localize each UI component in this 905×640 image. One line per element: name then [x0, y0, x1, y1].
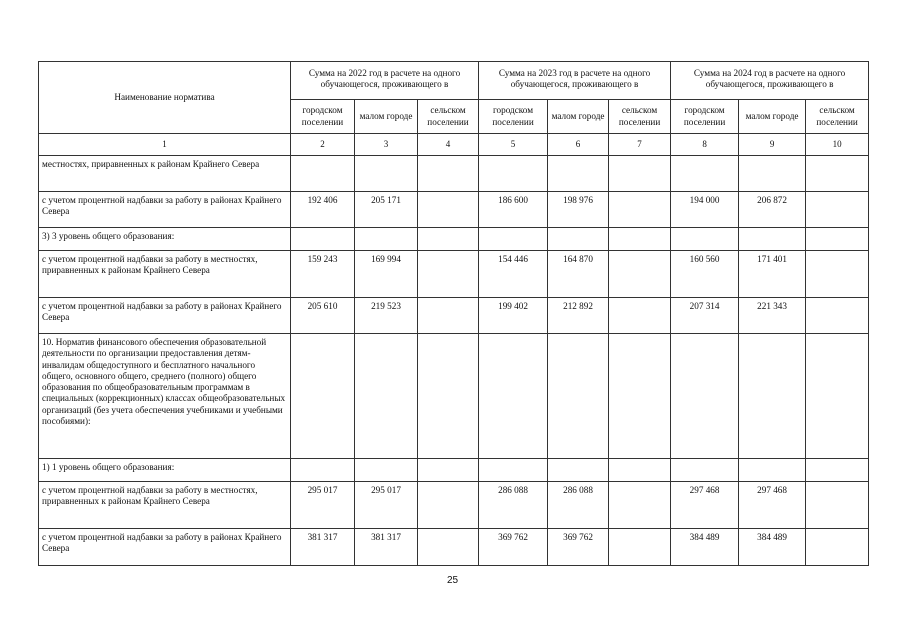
sub-header: сельском поселении — [806, 100, 869, 134]
column-index: 8 — [671, 134, 739, 156]
value-cell — [671, 459, 739, 482]
value-cell — [739, 334, 806, 459]
row-name-cell: с учетом процентной надбавки за работу в районах Крайнего Севера — [39, 192, 291, 228]
value-cell — [548, 459, 609, 482]
header-name-cell: Наименование норматива — [39, 62, 291, 134]
value-cell — [739, 228, 806, 251]
value-cell: 192 406 — [291, 192, 355, 228]
row-name-cell: 10. Норматив финансового обеспечения образовательной деятельности по организации предоставления детям-инвалидам общедоступного и бесплатного начального общего, основного общего, среднего (полного) общего образования по общеобразовательным программам в специальных (коррекционных) классах общеобразовательных организаций (без учета обеспечения учебниками и учебными пособиями): — [39, 334, 291, 459]
column-index: 2 — [291, 134, 355, 156]
table-row — [39, 298, 869, 334]
value-cell — [548, 334, 609, 459]
table-row — [39, 459, 869, 482]
value-cell: 369 762 — [548, 529, 609, 566]
year-header-2022: Сумма на 2022 год в расчете на одного обучающегося, проживающего в — [291, 62, 479, 100]
value-cell — [355, 459, 418, 482]
row-name-cell: 3) 3 уровень общего образования: — [39, 228, 291, 251]
value-cell — [291, 334, 355, 459]
value-cell: 160 560 — [671, 251, 739, 298]
value-cell — [418, 459, 479, 482]
value-cell — [291, 228, 355, 251]
value-cell — [609, 459, 671, 482]
value-cell — [806, 156, 869, 192]
value-cell: 295 017 — [291, 482, 355, 529]
value-cell: 186 600 — [479, 192, 548, 228]
sub-header: городском поселении — [671, 100, 739, 134]
table-row — [39, 251, 869, 298]
row-name-cell: с учетом процентной надбавки за работу в местностях, приравненных к районам Крайнего Севера — [39, 482, 291, 529]
value-cell — [806, 482, 869, 529]
value-cell — [806, 529, 869, 566]
year-header-2023: Сумма на 2023 год в расчете на одного обучающегося, проживающего в — [479, 62, 671, 100]
value-cell — [806, 192, 869, 228]
value-cell: 171 401 — [739, 251, 806, 298]
column-index: 7 — [609, 134, 671, 156]
value-cell: 169 994 — [355, 251, 418, 298]
table-row — [39, 529, 869, 566]
sub-header: малом городе — [355, 100, 418, 134]
table-row — [39, 228, 869, 251]
value-cell — [739, 156, 806, 192]
value-cell — [355, 156, 418, 192]
column-index: 3 — [355, 134, 418, 156]
table-row — [39, 482, 869, 529]
row-name-cell: с учетом процентной надбавки за работу в районах Крайнего Севера — [39, 529, 291, 566]
column-index: 5 — [479, 134, 548, 156]
value-cell: 194 000 — [671, 192, 739, 228]
value-cell: 206 872 — [739, 192, 806, 228]
value-cell: 381 317 — [291, 529, 355, 566]
value-cell: 205 610 — [291, 298, 355, 334]
value-cell — [739, 459, 806, 482]
value-cell — [609, 298, 671, 334]
value-cell: 384 489 — [671, 529, 739, 566]
page-number: 25 — [446, 575, 459, 586]
value-cell — [671, 228, 739, 251]
sub-header: городском поселении — [479, 100, 548, 134]
value-cell: 381 317 — [355, 529, 418, 566]
column-index: 9 — [739, 134, 806, 156]
table-row — [39, 192, 869, 228]
value-cell: 221 343 — [739, 298, 806, 334]
value-cell — [548, 156, 609, 192]
row-name-cell: местностях, приравненных к районам Крайнего Севера — [39, 156, 291, 192]
row-name-cell: 1) 1 уровень общего образования: — [39, 459, 291, 482]
value-cell — [479, 334, 548, 459]
value-cell: 205 171 — [355, 192, 418, 228]
value-cell: 295 017 — [355, 482, 418, 529]
value-cell: 198 976 — [548, 192, 609, 228]
value-cell: 219 523 — [355, 298, 418, 334]
value-cell — [479, 156, 548, 192]
sub-header: малом городе — [739, 100, 806, 134]
value-cell: 159 243 — [291, 251, 355, 298]
normatives-table — [38, 61, 869, 566]
value-cell: 286 088 — [479, 482, 548, 529]
table-row — [39, 156, 869, 192]
value-cell — [291, 459, 355, 482]
value-cell — [671, 334, 739, 459]
column-index: 10 — [806, 134, 869, 156]
value-cell: 207 314 — [671, 298, 739, 334]
value-cell — [609, 228, 671, 251]
value-cell — [609, 529, 671, 566]
value-cell — [609, 251, 671, 298]
value-cell — [609, 156, 671, 192]
value-cell — [355, 334, 418, 459]
value-cell — [806, 228, 869, 251]
value-cell — [418, 192, 479, 228]
value-cell: 212 892 — [548, 298, 609, 334]
value-cell — [609, 192, 671, 228]
column-index: 6 — [548, 134, 609, 156]
value-cell — [479, 459, 548, 482]
value-cell — [418, 228, 479, 251]
value-cell — [479, 228, 548, 251]
value-cell — [355, 228, 418, 251]
row-name-cell: с учетом процентной надбавки за работу в местностях, приравненных к районам Крайнего Севера — [39, 251, 291, 298]
value-cell: 384 489 — [739, 529, 806, 566]
value-cell — [418, 298, 479, 334]
value-cell: 297 468 — [739, 482, 806, 529]
sub-header: сельском поселении — [609, 100, 671, 134]
value-cell — [418, 482, 479, 529]
value-cell — [418, 529, 479, 566]
value-cell — [418, 251, 479, 298]
value-cell: 369 762 — [479, 529, 548, 566]
sub-header: сельском поселении — [418, 100, 479, 134]
row-name-cell: с учетом процентной надбавки за работу в районах Крайнего Севера — [39, 298, 291, 334]
column-index: 1 — [39, 134, 291, 156]
value-cell — [609, 334, 671, 459]
value-cell — [291, 156, 355, 192]
value-cell — [671, 156, 739, 192]
value-cell — [418, 334, 479, 459]
value-cell — [418, 156, 479, 192]
value-cell: 154 446 — [479, 251, 548, 298]
value-cell: 286 088 — [548, 482, 609, 529]
table-row — [39, 334, 869, 459]
value-cell: 199 402 — [479, 298, 548, 334]
value-cell: 164 870 — [548, 251, 609, 298]
value-cell — [806, 251, 869, 298]
sub-header: малом городе — [548, 100, 609, 134]
value-cell — [806, 334, 869, 459]
value-cell — [609, 482, 671, 529]
value-cell — [548, 228, 609, 251]
value-cell — [806, 459, 869, 482]
value-cell — [806, 298, 869, 334]
column-index: 4 — [418, 134, 479, 156]
sub-header: городском поселении — [291, 100, 355, 134]
year-header-2024: Сумма на 2024 год в расчете на одного обучающегося, проживающего в — [671, 62, 869, 100]
value-cell: 297 468 — [671, 482, 739, 529]
